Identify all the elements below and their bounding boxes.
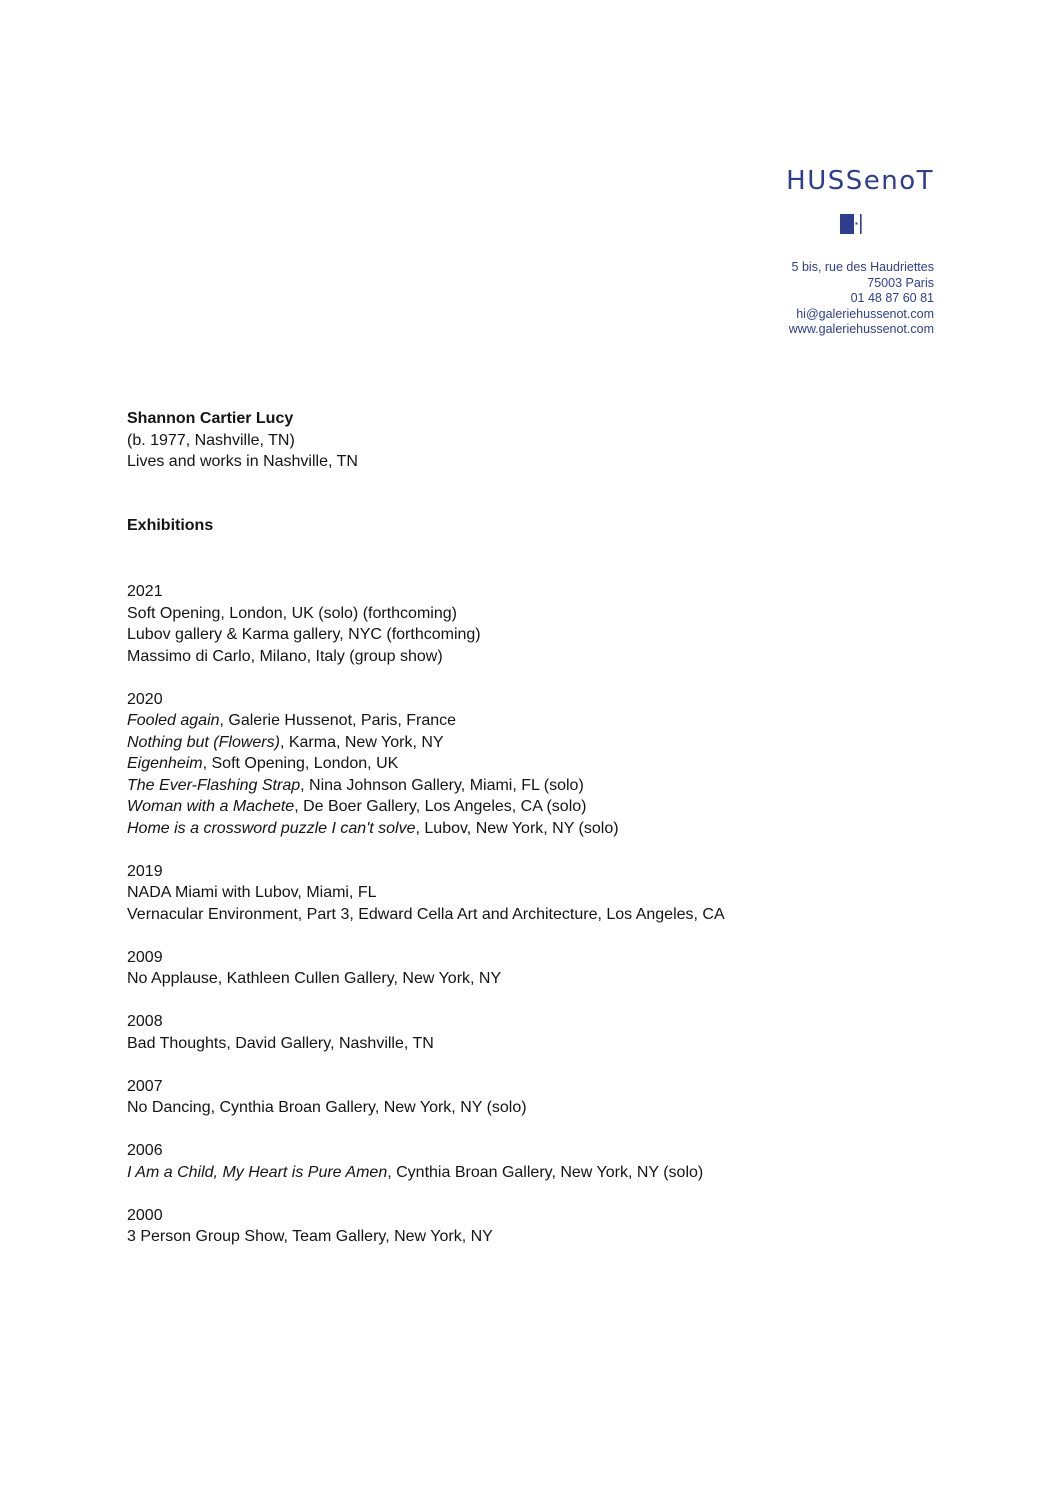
exhibition-details: , Cynthia Broan Gallery, New York, NY (solo) — [387, 1163, 704, 1181]
address-line: 75003 Paris — [867, 275, 934, 290]
exhibition-entry — [127, 710, 927, 732]
exhibition-year-block — [127, 947, 927, 990]
exhibition-details: No Dancing, Cynthia Broan Gallery, New York, NY (solo) — [127, 1099, 527, 1116]
exhibition-year: 2007 — [127, 1077, 163, 1095]
exhibition-title: The Ever-Flashing Strap — [127, 776, 301, 794]
gallery-logo: HUSSenoT — [786, 166, 934, 196]
exhibition-details: 3 Person Group Show, Team Gallery, New York, NY — [127, 1228, 493, 1245]
exhibition-entry — [127, 796, 927, 818]
exhibition-entry — [127, 968, 927, 990]
exhibition-details: Soft Opening, London, UK (solo) (forthcoming) — [127, 604, 457, 622]
exhibition-year-block — [127, 1011, 927, 1054]
exhibition-year: 2008 — [127, 1013, 163, 1030]
exhibition-details: No Applause, Kathleen Cullen Gallery, New York, NY — [127, 970, 502, 987]
exhibition-entry — [127, 1226, 927, 1248]
email-address: hi@galeriehussenot.com — [796, 306, 934, 321]
exhibition-year-block — [127, 1140, 927, 1183]
exhibition-entry — [127, 775, 927, 797]
exhibition-title: Home is a crossword puzzle I can't solve — [127, 819, 416, 837]
exhibition-entry — [127, 904, 927, 926]
address-line: 5 bis, rue des Haudriettes — [791, 260, 934, 274]
exhibition-details: Bad Thoughts, David Gallery, Nashville, TN — [127, 1034, 434, 1052]
exhibition-entry — [127, 732, 927, 754]
exhibition-year: 2020 — [127, 690, 163, 708]
exhibition-entry — [127, 818, 927, 840]
exhibition-details: , De Boer Gallery, Los Angeles, CA (solo) — [294, 798, 587, 815]
exhibition-year-block — [127, 581, 927, 667]
artist-residence: Lives and works in Nashville, TN — [127, 453, 358, 470]
artist-name: Shannon Cartier Lucy — [127, 410, 294, 427]
exhibition-entry — [127, 624, 927, 646]
cv-content — [127, 408, 927, 1269]
exhibition-year: 2009 — [127, 948, 163, 966]
exhibition-entry — [127, 1162, 927, 1184]
exhibition-entry — [127, 753, 927, 775]
exhibition-details: NADA Miami with Lubov, Miami, FL — [127, 884, 377, 901]
artist-birth: (b. 1977, Nashville, TN) — [127, 431, 295, 449]
exhibition-year: 2000 — [127, 1206, 163, 1224]
exhibition-entry — [127, 603, 927, 625]
exhibition-title: Fooled again — [127, 712, 220, 729]
exhibition-title: Eigenheim — [127, 755, 203, 772]
exhibition-title: I Am a Child, My Heart is Pure Amen — [127, 1163, 388, 1181]
exhibition-year-block — [127, 1205, 927, 1248]
exhibition-year-block — [127, 689, 927, 840]
exhibition-year: 2019 — [127, 862, 163, 880]
phone-number: 01 48 87 60 81 — [850, 291, 934, 305]
exhibition-details: , Lubov, New York, NY (solo) — [415, 819, 619, 837]
exhibition-details: , Soft Opening, London, UK — [202, 755, 399, 772]
exhibition-year-block — [127, 861, 927, 926]
exhibition-details: , Karma, New York, NY — [279, 733, 444, 751]
gallery-address — [789, 260, 934, 338]
exhibition-details: , Galerie Hussenot, Paris, France — [219, 712, 457, 729]
exhibitions-list — [127, 581, 927, 1248]
exhibition-details: Massimo di Carlo, Milano, Italy (group show) — [127, 647, 443, 665]
gallery-logo-mark-icon — [840, 213, 864, 235]
exhibition-details: Vernacular Environment, Part 3, Edward Cella Art and Architecture, Los Angeles, CA — [127, 905, 725, 923]
exhibition-details: , Nina Johnson Gallery, Miami, FL (solo) — [300, 776, 584, 794]
exhibitions-heading: Exhibitions — [127, 516, 214, 534]
website-url: www.galeriehussenot.com — [788, 322, 934, 336]
exhibition-year: 2006 — [127, 1142, 163, 1159]
exhibition-details: Lubov gallery & Karma gallery, NYC (forthcoming) — [127, 626, 481, 643]
exhibition-year-block — [127, 1076, 927, 1119]
exhibition-entry — [127, 882, 927, 904]
exhibition-entry — [127, 646, 927, 668]
exhibition-title: Woman with a Machete — [127, 798, 295, 815]
exhibition-title: Nothing but (Flowers) — [127, 733, 280, 751]
exhibition-entry — [127, 1097, 927, 1119]
exhibition-entry — [127, 1033, 927, 1055]
exhibition-year: 2021 — [127, 583, 163, 600]
